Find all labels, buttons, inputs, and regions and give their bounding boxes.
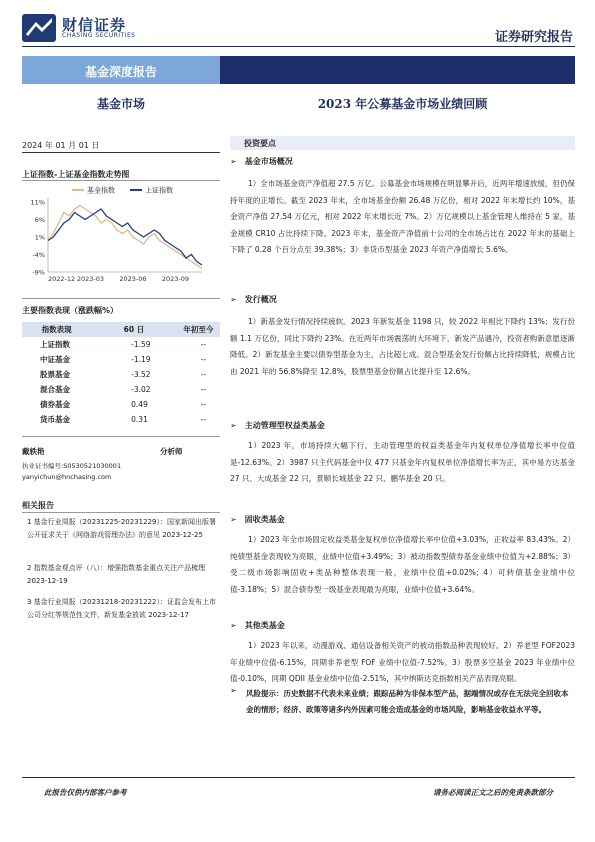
row-ytd: -- <box>200 385 207 394</box>
related-report-item[interactable]: 1 基金行业周报（20231225-20231229）：国家新闻出版署公开征求关于《网络游戏管理办法》的意见 2023-12-25 <box>27 518 216 539</box>
row-name: 混合基金 <box>40 385 70 394</box>
doc-type-label: 证券研究报告 <box>494 30 573 45</box>
y-tick-label: -4% <box>32 251 45 259</box>
related-title: 相关报告 <box>22 501 54 510</box>
row-60d: -1.19 <box>131 355 151 364</box>
analyst-name: 戴轶艳 <box>22 447 45 456</box>
risk-warning <box>230 686 575 718</box>
row-ytd: -- <box>200 340 207 349</box>
analyst-rule <box>22 436 220 437</box>
key-points-header <box>230 136 575 150</box>
row-name: 上证指数 <box>40 340 70 349</box>
section-paragraph: 1）全市场基金资产净值超 27.5 万亿。公募基金市场规模在明显攀升后，近两年增速放缓，但仍保持年度的正增长。截至 2023 年末，全市场基金份额 26.48 万亿份，相对 2022 年末增长约 10%，基金资产净值 27.54 万亿元，相对 2022 年末增长近 7%。2）万亿规模以上基金管理人维持在 5 家，基金规模 CR10 占比持续下降。2023 年末，基金资产净值前十公司的全市场占比在 2022 年末的基础上下降了 0.28 个百分点至 39.38%；3）非货币型基金 2023 年资产净值增长 5.6%。 <box>230 179 575 254</box>
table-row <box>22 382 220 397</box>
risk-text: 风险提示：历史数据不代表未来业绩；跟踪品种为非保本型产品，据端情况或存在无法完全回收本金的情形；经济、政策等诸多内外因素可能会造成基金的市场风险，影响基金收益水平等。 <box>246 689 569 714</box>
section-heading-text: 其他类基金 <box>244 621 285 630</box>
row-60d: -3.52 <box>131 370 151 379</box>
legend-label: 上证指数 <box>145 186 173 195</box>
table-row <box>22 397 220 412</box>
footer-left: 此报告仅供内部客户参考 <box>44 788 127 797</box>
col-header-ytd: 年初至今 <box>177 322 220 337</box>
analyst-role: 分析师 <box>160 447 183 456</box>
col-header-60d: 60 日 <box>91 322 177 337</box>
row-ytd: -- <box>200 355 207 364</box>
row-name: 债券基金 <box>40 400 70 409</box>
section-heading-text: 固收类基金 <box>244 515 285 524</box>
row-ytd: -- <box>200 400 207 409</box>
triangle-bullet-icon: ➢ <box>230 515 237 524</box>
series-line-0 <box>48 206 202 269</box>
perf-rule-top <box>22 298 220 299</box>
table-row <box>22 412 220 427</box>
triangle-bullet-icon: ➢ <box>230 621 237 630</box>
col-header-name: 指数表现 <box>22 322 91 337</box>
analyst-cert: 执业证书编号:S0530521030001 <box>22 462 122 470</box>
section-heading-text: 主动管理型权益类基金 <box>244 421 325 430</box>
y-tick-label: 11% <box>30 198 45 207</box>
row-name: 股票基金 <box>40 370 70 379</box>
section-heading-text: 发行概况 <box>244 295 277 304</box>
index-performance-table <box>22 322 220 427</box>
row-60d: -3.02 <box>131 385 151 394</box>
section-heading-text: 基金市场概况 <box>244 157 293 166</box>
row-60d: 0.49 <box>131 400 148 409</box>
related-rule <box>22 512 220 513</box>
analyst-email[interactable]: yanyichun@hnchasing.com <box>22 473 112 481</box>
chart-rule <box>22 180 220 181</box>
y-tick-label: 6% <box>34 216 45 224</box>
section-paragraph: 1）2023 年，市场持续大幅下行，主动管理型的权益类基金年内复权单位净值增长率中位值是-12.63%。2）3987 只主代码基金中仅 477 只基金年内复权单位净值增长率为正，其中易方达基金 27 只、大成基金 22 只，景顺长城基金 22 只、鹏华基金 20 只。 <box>230 441 575 483</box>
section-heading <box>230 420 575 431</box>
related-report-item[interactable]: 2 指数基金观点评（八）：增强指数基金重点关注产品梳理 2023-12-19 <box>27 564 206 585</box>
logo-icon <box>22 14 56 42</box>
triangle-bullet-icon: ➢ <box>230 157 237 166</box>
table-row <box>22 337 220 352</box>
series-line-1 <box>48 209 202 265</box>
x-tick-label: 2023-09 <box>161 275 190 283</box>
section-heading <box>230 294 575 305</box>
report-title: 2023 年公募基金市场业绩回顾 <box>317 97 488 111</box>
logo-text-en: CHASING SECURITIES <box>62 32 136 39</box>
x-tick-label: 2022-12 <box>48 275 76 283</box>
footer-right: 请务必阅读正文之后的免责条款部分 <box>433 788 553 797</box>
triangle-bullet-icon: ➢ <box>230 421 237 430</box>
row-name: 货币基金 <box>40 415 70 424</box>
triangle-bullet-icon: ➢ <box>230 686 237 695</box>
date-rule <box>22 152 220 153</box>
y-tick-label: 1% <box>34 233 45 242</box>
section-paragraph: 1）新基金发行情况持续疲软。2023 年新发基金 1198 只，较 2022 年相比下降约 13%；发行份额 1.1 万亿份，同比下降约 23%。在近两年市场震荡的大环境下，新发产品遇冷，投资者购新意愿逐渐降低。2）新发基金主要以债券型基金为主，占比超七成。混合型基金发行份额占比持续降低，规模占比由 2021 年的 56.8%降至 12.8%，股票型基金份额占比提升至 12.6%。 <box>230 317 575 376</box>
section-heading <box>230 620 575 631</box>
key-points-title: 投资要点 <box>244 139 276 148</box>
row-ytd: -- <box>200 415 207 424</box>
section-heading <box>230 514 575 525</box>
section-paragraph: 1）2023 年以来，动漫游戏、通信设备相关资产的被动指数品种表现较好。2）养老型 FOF2023 年业绩中位值-6.15%，同期非养老型 FOF 业绩中位值-7.52%。3）股票多空基金 2023 年业绩中位值-0.10%，同期 QDII 基金业绩中位值-2.51%，其中纳斯达克指数相关产品表现亮眼。 <box>230 641 575 683</box>
perf-section-title: 主要指数表现（涨跌幅%） <box>22 306 119 315</box>
legend-label: 基金指数 <box>87 186 115 195</box>
x-tick-label: 2023-06 <box>119 275 147 283</box>
banner-label: 基金深度报告 <box>84 65 157 79</box>
table-row <box>22 367 220 382</box>
row-60d: -1.59 <box>131 340 151 349</box>
report-date: 2024 年 01 月 01 日 <box>22 141 100 150</box>
triangle-bullet-icon: ➢ <box>230 295 237 304</box>
footer-rule <box>22 777 575 778</box>
section-heading <box>230 156 575 167</box>
y-tick-label: -9% <box>32 268 45 277</box>
table-row <box>22 352 220 367</box>
x-tick-label: 2023-03 <box>76 275 105 283</box>
logo-text-cn: 财信证券 <box>62 16 127 34</box>
chart-section-title: 上证指数-上证基金指数走势图 <box>22 170 130 179</box>
banner-right <box>220 56 575 84</box>
row-60d: 0.31 <box>131 415 148 424</box>
section-paragraph: 1）2023 年全市场固定收益类基金复权单位净值增长率中位值+3.03%，正收益率 83.43%。2）纯债型基金表现较为亮眼，业绩中位值+3.49%；3）被动指数型债券基金业绩中位值为+2.88%；3）受二级市场影响固收+类品种整体表现一般，业绩中位值+0.02%；4）可转债基金业绩中位值-3.18%；5）混合债券型一级基金表现最为亮眼，业绩中位值+3.64%。 <box>230 535 575 594</box>
index-trend-chart <box>22 182 220 290</box>
sector-label: 基金市场 <box>96 97 145 111</box>
related-report-item[interactable]: 3 基金行业周报（20231218-20231222）：证监会发布上市公司分红等规范性文件，新发基金放欲 2023-12-17 <box>27 598 216 619</box>
row-ytd: -- <box>200 370 207 379</box>
header-rule <box>22 46 575 47</box>
row-name: 中证基金 <box>40 355 70 364</box>
